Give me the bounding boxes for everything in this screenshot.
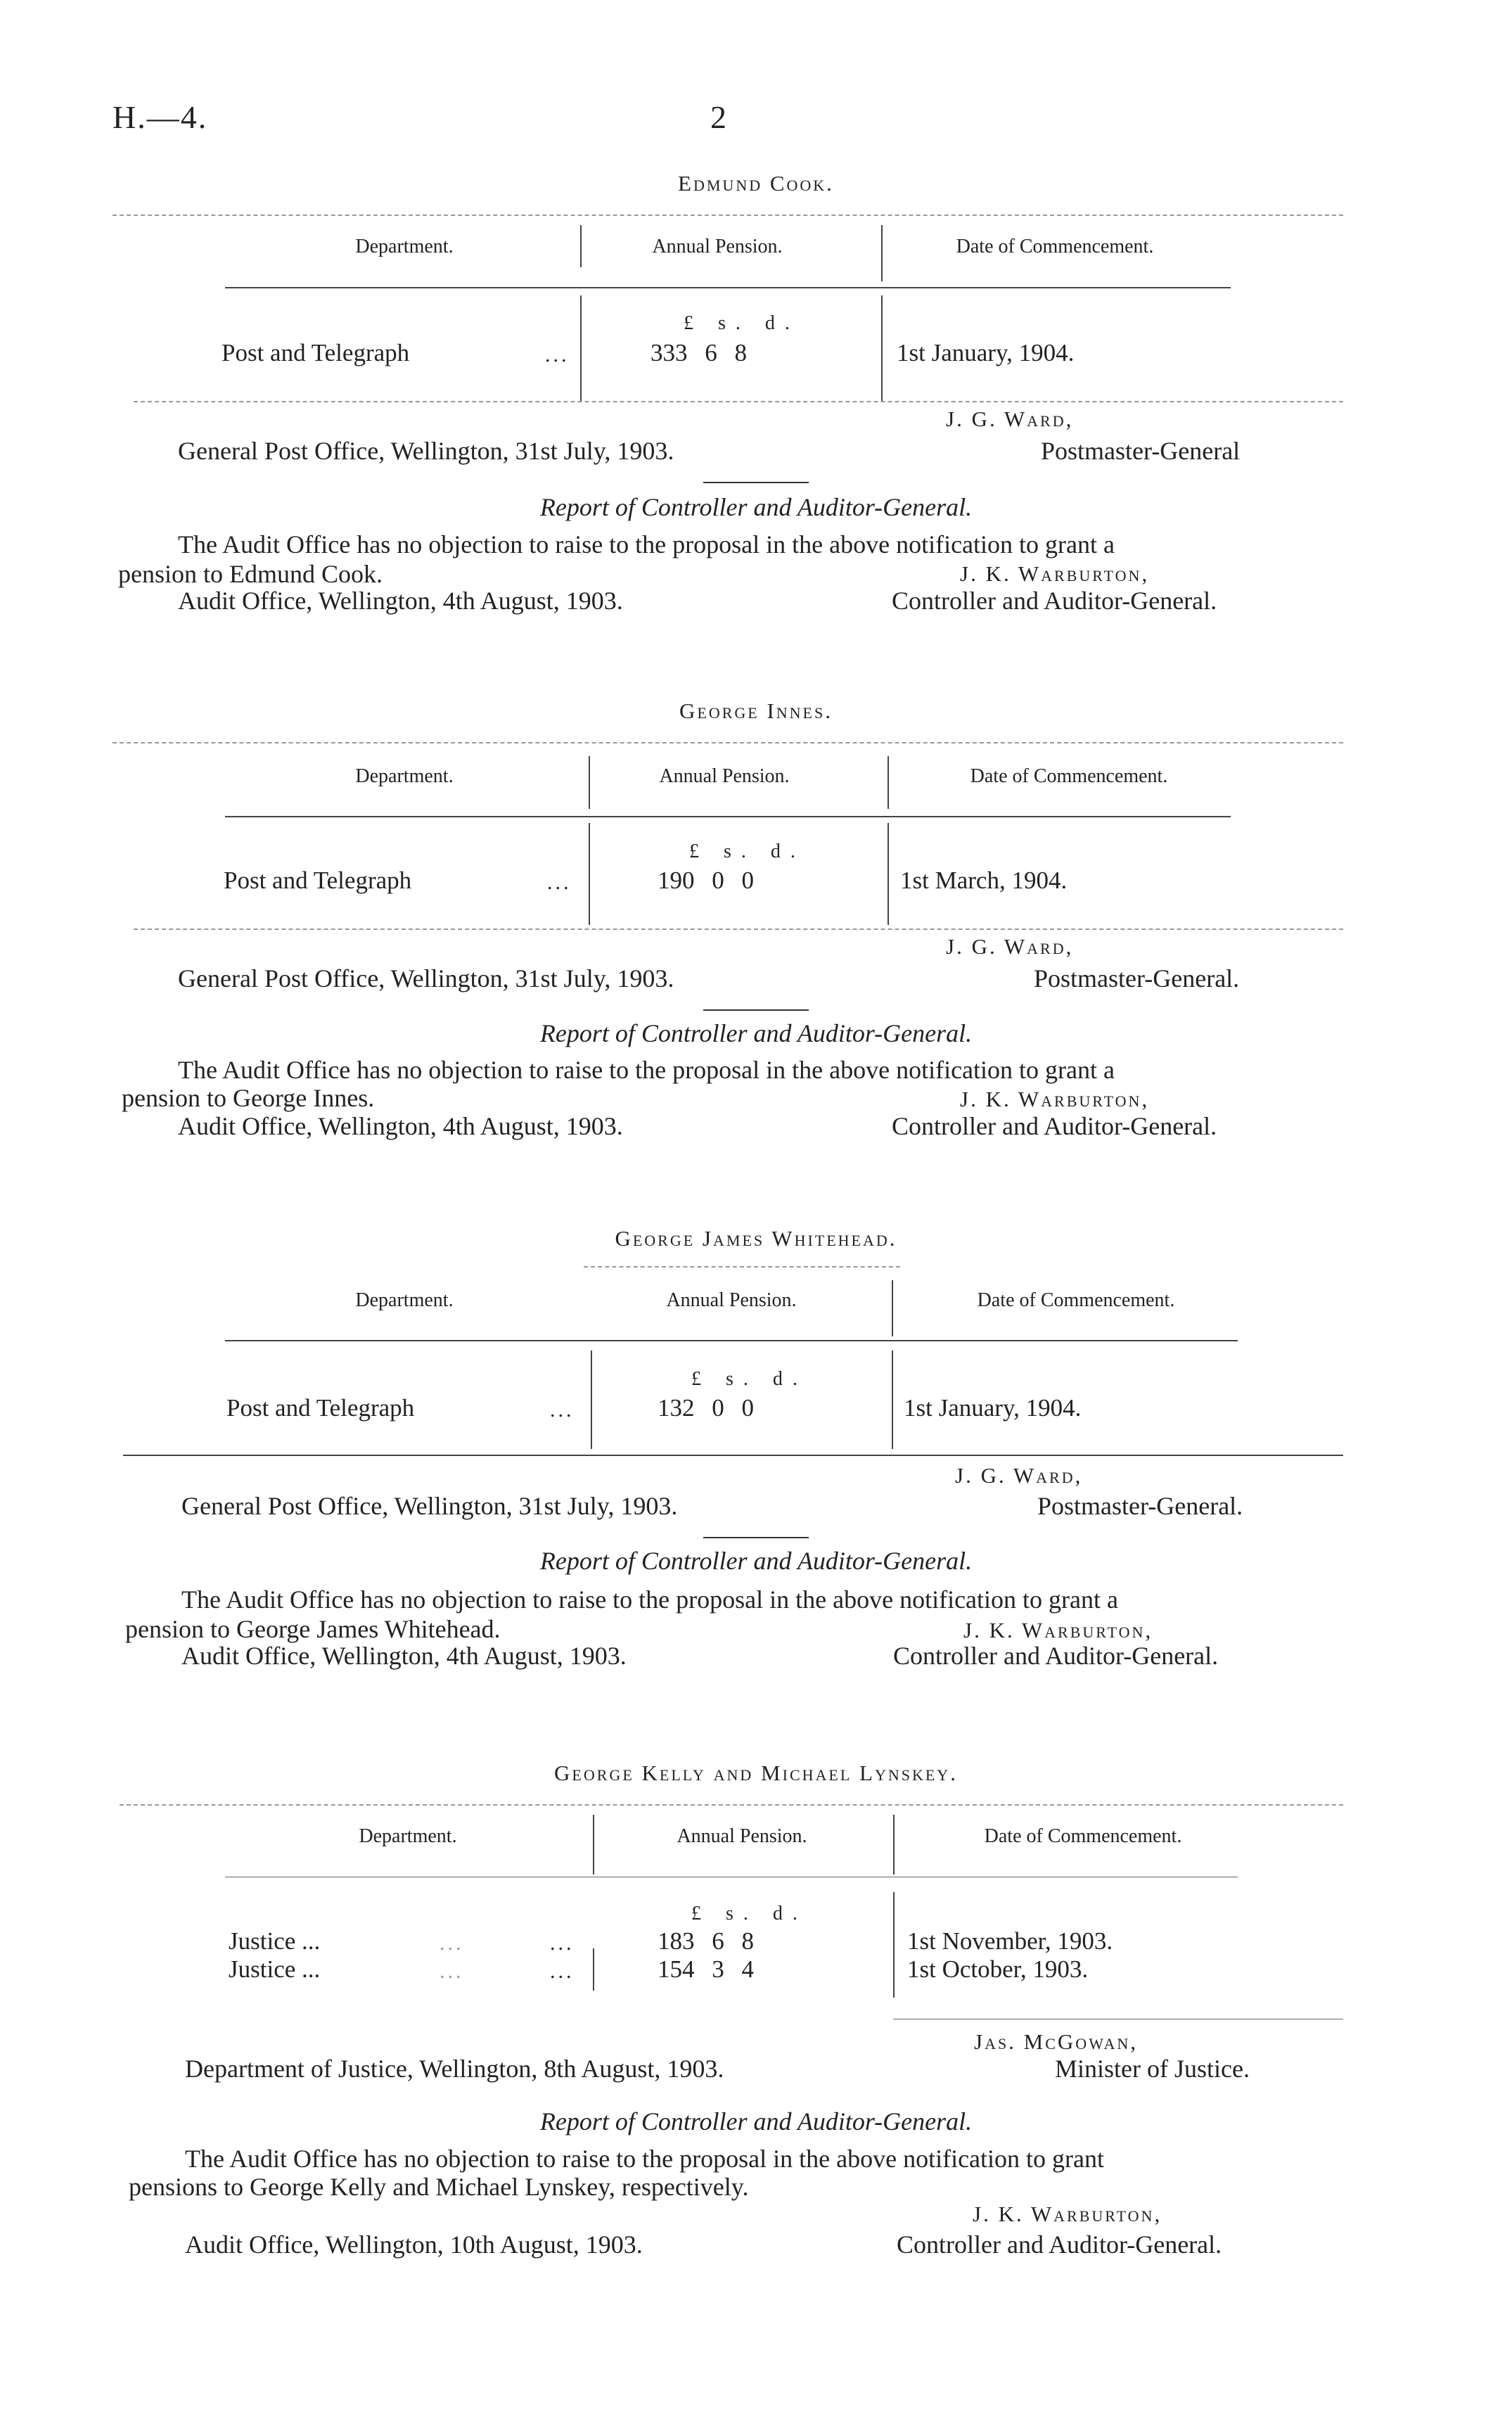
report-text-continued: pension to George James Whitehead. — [125, 1615, 501, 1643]
column-header-annual-pension: Annual Pension. — [666, 1289, 797, 1311]
report-text-continued: pensions to George Kelly and Michael Lynskey, respectively. — [129, 2173, 749, 2201]
column-divider — [589, 823, 590, 925]
signatory-title: Postmaster-General. — [1034, 964, 1240, 992]
signatory-name: J. G. Ward, — [955, 1463, 1083, 1488]
separator-rule — [703, 482, 809, 483]
auditor-title: Controller and Auditor-General. — [893, 1642, 1219, 1670]
auditor-name: J. K. Warburton, — [963, 1618, 1153, 1642]
column-divider — [593, 1815, 594, 1875]
column-divider — [893, 1815, 895, 1875]
pensioner-name: Edmund Cook. — [678, 171, 834, 196]
table-bottom-rule — [123, 1455, 1343, 1456]
report-text-continued: pension to Edmund Cook. — [118, 560, 383, 588]
pension-amount-cell: 190 0 0 — [658, 867, 754, 894]
auditor-name: J. K. Warburton, — [960, 561, 1150, 586]
separator-rule — [703, 1537, 809, 1538]
pensioner-names: George Kelly and Michael Lynskey. — [554, 1761, 958, 1785]
signatory-name: J. G. Ward, — [946, 934, 1074, 959]
commencement-date-cell: 1st March, 1904. — [900, 867, 1068, 894]
money-units: £ s. d. — [689, 841, 805, 862]
report-title: Report of Controller and Auditor-General. — [539, 1547, 973, 1575]
auditor-title: Controller and Auditor-General. — [892, 1112, 1217, 1140]
column-divider — [893, 1892, 895, 1998]
auditor-name: J. K. Warburton, — [973, 2202, 1162, 2226]
report-text: The Audit Office has no objection to raise to the proposal in the above notification to grant a — [181, 1585, 1118, 1614]
pensioner-name: George James Whitehead. — [615, 1226, 897, 1251]
money-units: £ s. d. — [691, 1903, 807, 1924]
table-bottom-rule — [134, 401, 1343, 402]
leader-dots: ... — [545, 343, 570, 366]
department-cell: Justice ... — [229, 1955, 321, 1983]
money-units: £ s. d. — [691, 1368, 807, 1390]
pension-amount-cell: 183 6 8 — [658, 1927, 754, 1955]
leader-dots: ... — [550, 1398, 575, 1422]
column-divider — [580, 225, 582, 267]
commencement-date-cell: 1st October, 1903. — [907, 1955, 1089, 1983]
column-divider — [881, 225, 883, 281]
department-cell: Justice ... — [229, 1927, 321, 1955]
column-header-department: Department. — [355, 765, 454, 787]
report-text: The Audit Office has no objection to raise to the proposal in the above notification to grant a — [178, 530, 1115, 558]
document-reference: H.—4. — [113, 99, 208, 135]
header-rule — [225, 287, 1231, 288]
column-divider — [888, 823, 889, 925]
issuing-office: General Post Office, Wellington, 31st July, 1903. — [178, 964, 674, 992]
report-title: Report of Controller and Auditor-General. — [539, 2107, 973, 2135]
audit-office-date: Audit Office, Wellington, 4th August, 1903. — [178, 587, 623, 615]
pension-amount-cell: 154 3 4 — [658, 1955, 754, 1983]
signatory-title: Postmaster-General — [1041, 437, 1241, 465]
report-text: The Audit Office has no objection to raise to the proposal in the above notification to grant a — [178, 1056, 1115, 1084]
signatory-title: Postmaster-General. — [1037, 1492, 1243, 1520]
column-divider — [881, 295, 883, 401]
pension-amount-cell: 333 6 8 — [651, 339, 747, 366]
issuing-office: General Post Office, Wellington, 31st July, 1903. — [181, 1492, 678, 1520]
column-divider — [580, 295, 582, 401]
column-divider — [892, 1280, 893, 1336]
leader-dots: ... — [550, 1960, 575, 1983]
column-divider — [892, 1351, 893, 1449]
signatory-name: Jas. McGowan, — [974, 2029, 1139, 2054]
column-header-annual-pension: Annual Pension. — [659, 765, 790, 787]
column-header-department: Department. — [359, 1825, 457, 1847]
audit-office-date: Audit Office, Wellington, 10th August, 1903. — [185, 2230, 643, 2259]
report-text-continued: pension to George Innes. — [122, 1084, 375, 1112]
report-title: Report of Controller and Auditor-General. — [539, 493, 973, 521]
column-header-date: Date of Commencement. — [956, 236, 1154, 257]
column-header-date: Date of Commencement. — [977, 1289, 1175, 1311]
column-header-department: Department. — [355, 1289, 454, 1311]
commencement-date-cell: 1st January, 1904. — [897, 339, 1075, 366]
signatory-name: J. G. Ward, — [946, 407, 1074, 431]
report-title: Report of Controller and Auditor-General. — [539, 1019, 973, 1047]
pensioner-name: George Innes. — [679, 698, 833, 723]
department-cell: Post and Telegraph — [222, 339, 410, 366]
column-header-date: Date of Commencement. — [984, 1825, 1182, 1847]
table-top-rule — [120, 1804, 1343, 1806]
signatory-title: Minister of Justice. — [1055, 2055, 1250, 2083]
column-header-department: Department. — [355, 236, 454, 257]
table-top-rule — [113, 215, 1343, 216]
audit-office-date: Audit Office, Wellington, 4th August, 1903. — [178, 1112, 623, 1140]
column-divider — [589, 756, 590, 809]
commencement-date-cell: 1st January, 1904. — [904, 1394, 1082, 1422]
department-cell: Post and Telegraph — [226, 1394, 415, 1422]
column-divider — [593, 1948, 594, 1991]
header-rule — [225, 816, 1231, 817]
leader-dots: ... — [440, 1960, 464, 1983]
column-divider — [888, 756, 889, 809]
leader-dots: ... — [440, 1932, 464, 1955]
pension-amount-cell: 132 0 0 — [658, 1394, 754, 1422]
audit-office-date: Audit Office, Wellington, 4th August, 1903. — [181, 1642, 627, 1670]
leader-dots: ... — [550, 1932, 575, 1955]
auditor-title: Controller and Auditor-General. — [892, 587, 1217, 615]
report-text: The Audit Office has no objection to raise to the proposal in the above notification to grant — [185, 2145, 1105, 2173]
column-header-date: Date of Commencement. — [970, 765, 1168, 787]
leader-dots: ... — [547, 871, 572, 894]
department-cell: Post and Telegraph — [224, 867, 412, 894]
column-divider — [591, 1351, 592, 1449]
table-top-rule — [113, 742, 1343, 743]
column-header-annual-pension: Annual Pension. — [677, 1825, 807, 1847]
money-units: £ s. d. — [684, 312, 800, 334]
separator-rule — [703, 1009, 809, 1011]
header-rule — [225, 1340, 1238, 1341]
table-bottom-rule — [134, 928, 1343, 930]
auditor-title: Controller and Auditor-General. — [897, 2230, 1222, 2259]
table-top-rule — [584, 1266, 900, 1268]
commencement-date-cell: 1st November, 1903. — [907, 1927, 1113, 1955]
issuing-office: Department of Justice, Wellington, 8th August, 1903. — [185, 2055, 724, 2083]
column-header-annual-pension: Annual Pension. — [652, 236, 783, 257]
auditor-name: J. K. Warburton, — [960, 1087, 1150, 1111]
issuing-office: General Post Office, Wellington, 31st July, 1903. — [178, 437, 674, 465]
page-number: 2 — [710, 99, 726, 135]
